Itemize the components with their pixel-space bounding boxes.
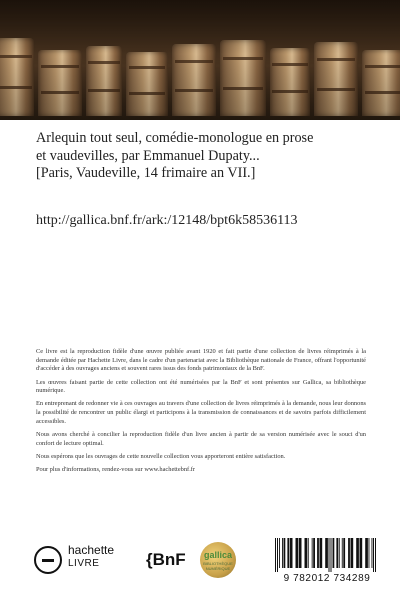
gallica-logo-text: gallica — [203, 550, 232, 560]
gallica-subtitle: BIBLIOTHÈQUE NUMÉRIQUE — [203, 561, 233, 571]
livre-logo-text: LIVRE — [68, 558, 100, 569]
gallica-circle-icon — [200, 542, 236, 578]
isbn-barcode — [268, 538, 386, 584]
paragraph: Les œuvres faisant partie de cette collection ont été numérisées par la BnF et sont présentes sur Gallica, sa bibliothèque numérique. — [36, 378, 366, 395]
hachette-livre-logo — [34, 542, 115, 578]
publisher-footer — [0, 536, 400, 586]
title-line: [Paris, Vaudeville, 14 frimaire an VII.] — [36, 165, 256, 181]
hachette-logo-text: hachette — [68, 543, 115, 557]
paragraph: Ce livre est la reproduction fidèle d'une œuvre publiée avant 1920 et fait partie d'une collection de livres réimprimés à la demande éditée par Hachette Livre, dans le cadre d'un partenariat avec la Bibliothèque nationale de France, offrant l'opportunité d'accéder à des ouvrages anciens et souvent rares issus des fonds patrimoniaux de la BnF. — [36, 348, 366, 373]
paragraph: Nous espérons que les ouvrages de cette nouvelle collection vous apporteront entière satisfaction. — [36, 452, 286, 460]
barcode-digits: 9 782012 734289 — [283, 573, 371, 584]
paragraph: Pour plus d'informations, rendez-vous sur www.hachettebnf.fr — [36, 465, 196, 473]
collection-description — [36, 348, 366, 479]
title-line: Arlequin tout seul, comédie-monologue en prose — [36, 130, 314, 146]
hachette-mark-icon — [34, 546, 62, 574]
gallica-url: http://gallica.bnf.fr/ark:/12148/bpt6k58536113 — [36, 213, 298, 228]
title-line: et vaudevilles, par Emmanuel Dupaty... — [36, 147, 260, 164]
bookshelf-photo — [0, 0, 400, 120]
gallica-logo — [200, 542, 236, 578]
paragraph: Nous avons cherché à concilier la reproduction fidèle d'un livre ancien à partir de sa version numérisée avec le souci d'un confort de lecture optimal. — [36, 430, 366, 447]
book-title — [36, 130, 386, 183]
bnf-logo: {BnF — [146, 550, 186, 569]
barcode-bars — [274, 538, 380, 572]
paragraph: En entreprenant de redonner vie à ces ouvrages au travers d'une collection de livres réimprimés à la demande, nous leur donnons la possibilité de rencontrer un public élargi et participons à la transmission de connaissances et de savoirs parfois difficilement accessibles. — [36, 400, 366, 425]
